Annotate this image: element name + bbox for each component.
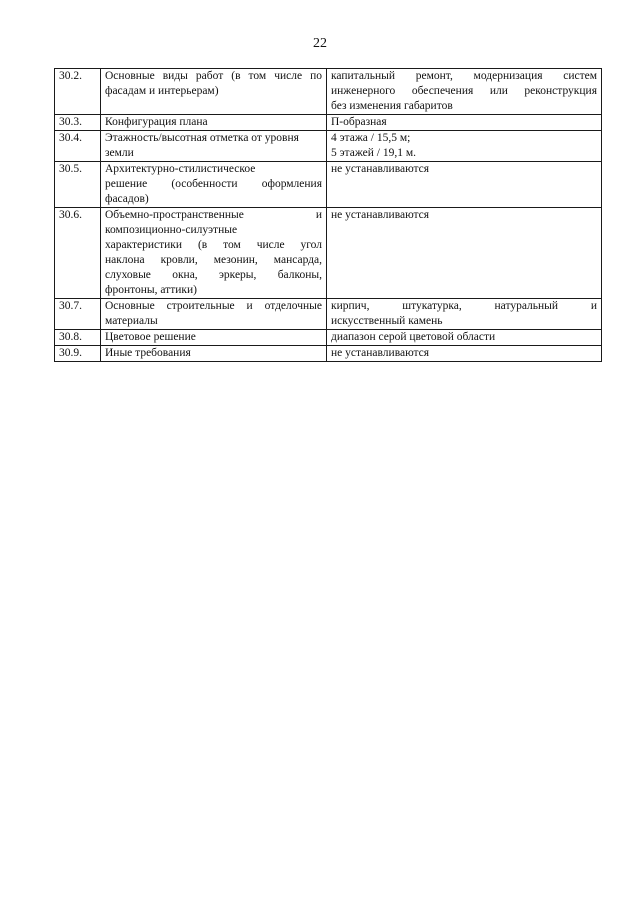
parameter-text: фронтоны, аттики) [105,284,197,296]
value-cell [327,115,602,131]
value-text: капитальный ремонт, модернизация систем [331,70,597,82]
parameter-cell [101,131,327,162]
table-row [55,346,602,362]
value-cell [327,131,602,162]
value-text: П-образная [331,116,387,128]
parameter-text: земли [105,147,134,159]
table-row [55,69,602,115]
row-number: 30.9. [55,346,101,362]
value-text: не устанавливаются [331,163,430,175]
parameter-text: материалы [105,315,158,327]
value-cell [327,330,602,346]
row-number: 30.6. [55,208,101,299]
parameter-text: Конфигурация плана [105,116,208,128]
value-cell [327,346,602,362]
value-text: диапазон серой цветовой области [331,331,496,343]
row-number: 30.7. [55,299,101,330]
parameter-cell [101,299,327,330]
parameter-text: характеристики (в том числе угол [105,239,322,251]
parameter-text: Архитектурно-стилистическое [105,163,256,175]
row-number: 30.3. [55,115,101,131]
parameter-cell [101,346,327,362]
value-cell [327,69,602,115]
parameter-text: фасадов) [105,193,149,205]
table-row [55,115,602,131]
parameter-text: Иные требования [105,347,191,359]
parameter-text: Основные виды работ (в том числе по [105,70,322,82]
parameter-text: наклона кровли, мезонин, мансарда, [105,254,322,266]
parameter-text: Этажность/высотная отметка от уровня [105,132,299,144]
parameter-cell [101,208,327,299]
value-text: кирпич, штукатурка, натуральный и [331,300,597,312]
table-row [55,330,602,346]
parameter-text: Объемно-пространственные и [105,209,322,221]
value-text: искусственный камень [331,315,443,327]
value-text: инженерного обеспечения или реконструкция [331,85,597,97]
value-cell [327,162,602,208]
parameter-text: композиционно-силуэтные [105,224,238,236]
value-text: 5 этажей / 19,1 м. [331,147,416,159]
value-text: не устанавливаются [331,347,430,359]
table-row [55,131,602,162]
value-text: 4 этажа / 15,5 м; [331,132,411,144]
parameter-text: решение (особенности оформления [105,178,322,190]
row-number: 30.8. [55,330,101,346]
parameter-text: фасадам и интерьерам) [105,85,219,97]
value-text: без изменения габаритов [331,100,453,112]
parameter-cell [101,115,327,131]
row-number: 30.2. [55,69,101,115]
table-row [55,162,602,208]
requirements-table [54,68,602,362]
parameter-cell [101,69,327,115]
value-text: не устанавливаются [331,209,430,221]
parameter-cell [101,330,327,346]
value-cell [327,208,602,299]
value-cell [327,299,602,330]
table-row [55,299,602,330]
row-number: 30.4. [55,131,101,162]
parameter-text: слуховые окна, эркеры, балконы, [105,269,322,281]
page-number: 22 [313,36,327,51]
table-row [55,208,602,299]
parameter-text: Цветовое решение [105,331,196,343]
parameter-text: Основные строительные и отделочные [105,300,322,312]
parameter-cell [101,162,327,208]
row-number: 30.5. [55,162,101,208]
